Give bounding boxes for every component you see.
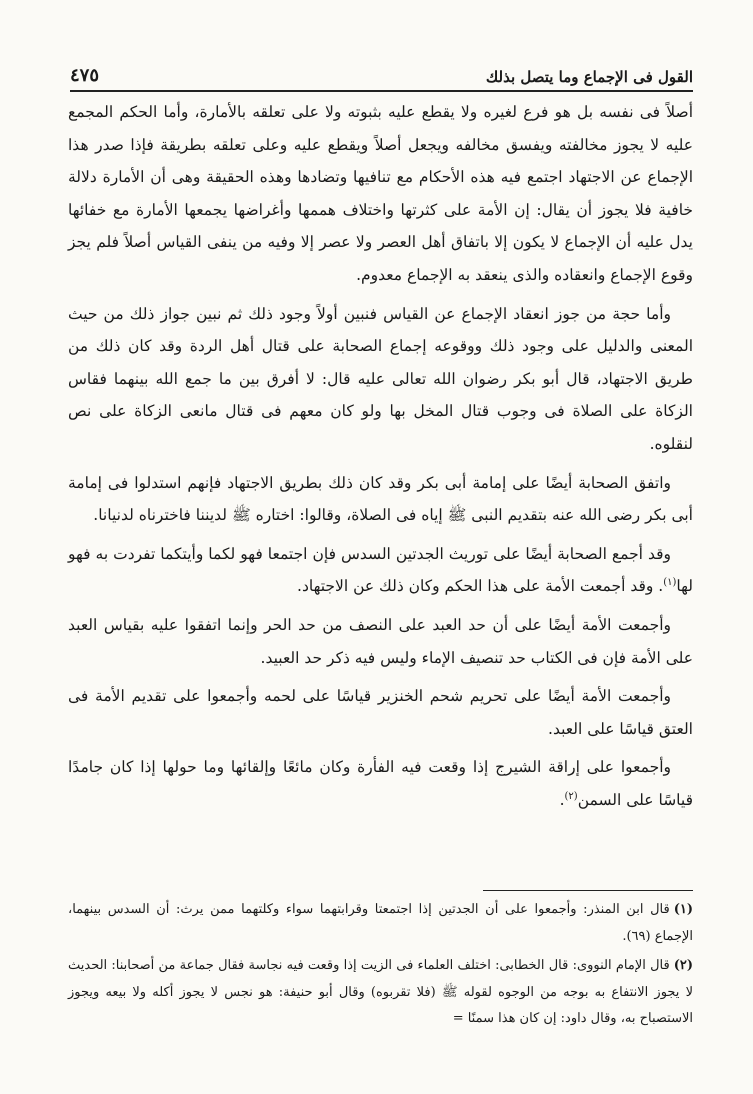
footnote-2-number: (٢) — [673, 958, 693, 973]
paragraph-7-text: وأجمعوا على إراقة الشيرج إذا وقعت فيه الفأرة وكان مائعًا وإلقائها وما حولها إذا كان جامدًا قياسًا على السمن — [68, 758, 693, 809]
footnote-ref-1[interactable]: (١) — [663, 577, 677, 589]
paragraph-2: وأما حجة من جوز انعقاد الإجماع عن القياس فنبين أولاً وجود ذلك ثم نبين جواز ذلك من حيث المعنى والدليل على وجود ذلك ووقوعه إجماع الصحابة على قتال أهل الردة وقد كان ذلك من طريق الاجتهاد، قال أبو بكر رضوان الله تعالى عليه قال: لا أفرق بين ما جمع الله بينهما فقاس الزكاة على الصلاة فى وجوب قتال المخل بها ولو كان معهم فى قتال مانعى الزكاة على نص لنقلوه. — [68, 304, 693, 453]
paragraph-7-text-end: . — [559, 790, 565, 809]
paragraph-4-text: وقد أجمع الصحابة أيضًا على توريث الجدتين السدس فإن اجتمعا فهو لكما وأيتكما تفردت به فهو لها — [68, 544, 693, 596]
footnote-1-text: قال ابن المنذر: وأجمعوا على أن الجدتين إذا اجتمعتا وقرابتهما سواء وكلتهما ممن يرث: أن السدس بينهما، الإجماع (٦٩). — [68, 902, 693, 944]
footnote-2-text: قال الإمام النووى: قال الخطابى: اختلف العلماء فى الزيت إذا وقعت فيه نجاسة فقال جماعة من أصحابنا: الحديث لا يجوز الانتفاع به بوجه من الوجوه لقوله ﷺ (فلا تقربوه) وقال أبو حنيفة: هو نجس لا يجوز أكله ولا بيعه ويجوز الاستصباح به، وقال داود: إن كان هذا سمنًا = — [68, 958, 693, 1026]
main-text — [68, 96, 693, 822]
footnote-1 — [68, 897, 693, 950]
paragraph-4 — [68, 538, 693, 603]
paragraph-4-text-end: . وقد أجمعت الأمة على هذا الحكم وكان ذلك عن الاجتهاد. — [297, 577, 664, 596]
running-title: القول فى الإجماع وما يتصل بذلك — [485, 68, 693, 86]
paragraph-3: واتفق الصحابة أيضًا على إمامة أبى بكر وقد كان ذلك بطريق الاجتهاد فإنهم استدلوا فى إمامة أبى بكر رضى الله عنه بتقديم النبى ﷺ إياه فى الصلاة، وقالوا: اختاره ﷺ لديننا فاخترناه لدنيانا. — [68, 473, 693, 525]
footnote-1-number: (١) — [673, 902, 693, 917]
page-number: ٤٧٥ — [70, 65, 100, 86]
paragraph-5: وأجمعت الأمة أيضًا على أن حد العبد على النصف من حد الحر وإنما اتفقوا عليه بقياس العبد على الأمة فإن فى الكتاب حد تنصيف الإماء وليس فيه ذكر حد العبيد. — [68, 615, 693, 667]
paragraph-6: وأجمعت الأمة أيضًا على تحريم شحم الخنزير قياسًا على لحمه وأجمعوا على تقديم الأمة فى العتق قياسًا على العبد. — [68, 687, 693, 738]
footnote-2 — [68, 953, 693, 1033]
paragraph-1: أصلاً فى نفسه بل هو فرع لغيره ولا يقطع عليه بثبوته ولا على تعلقه بالأمارة، وأما الحكم المجمع عليه لا يجوز مخالفته ويفسق مخالفه ويجعل أصلاً ويقطع عليه وعلى تعلقه بطريقة فإذا صدر هذا الإجماع عن الاجتهاد اجتمع فيه هذه الأحكام مع تنافيها وتضادها وهذه الحقيقة وهى أن الأمارة دلالة خافية فلا يجوز أن يقال: إن الأمة على كثرتها واختلاف هممها وأغراضها يجمعها الأمارة مع خفائها يدل عليه أن الإجماع لا يكون إلا باتفاق أهل العصر ولا عصر إلا وفيه من ينفى القياس أصلاً فلم يجز وقوع الإجماع وانعقاده والذى ينعقد به الإجماع معدوم. — [68, 103, 693, 284]
paragraph-7 — [68, 751, 693, 816]
footnotes — [68, 897, 693, 1036]
footnote-ref-2[interactable]: (٢) — [564, 790, 578, 802]
footnote-divider — [483, 890, 693, 891]
page-header — [70, 56, 693, 92]
